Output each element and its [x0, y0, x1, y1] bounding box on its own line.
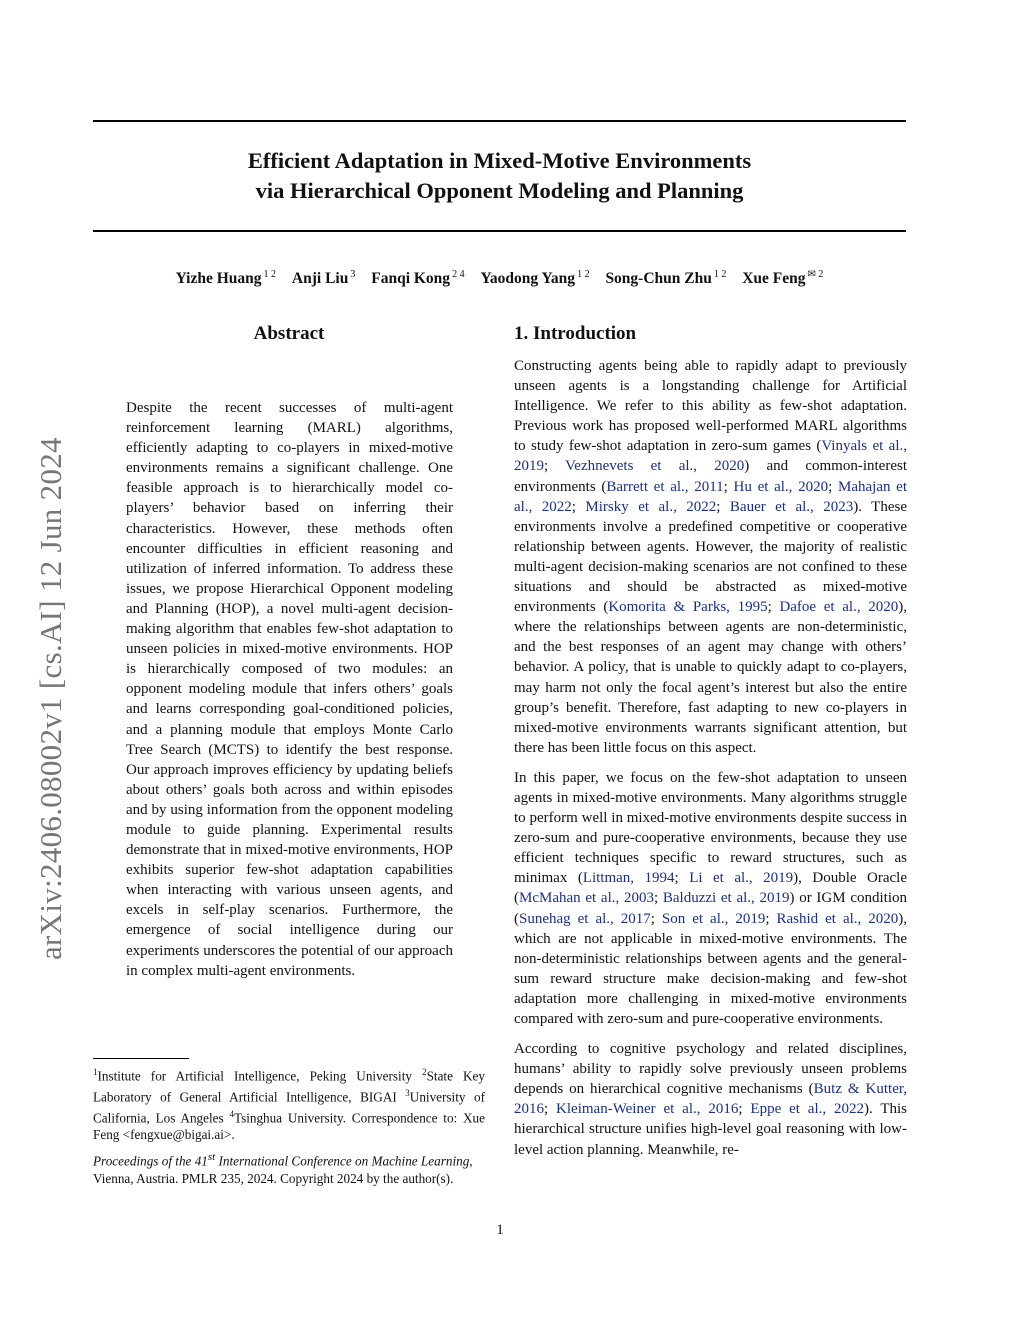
author [605, 270, 726, 287]
citation-link[interactable]: Barrett et al., 2011 [606, 478, 724, 495]
author-affiliation: 1 2 [263, 269, 277, 280]
paper-title-line-2: via Hierarchical Opponent Modeling and Planning [255, 178, 744, 203]
proceedings-copyright: , Vienna, Austria. PMLR 235, 2024. Copyright 2024 by the author(s). [93, 1153, 473, 1186]
paragraph-text: In this paper, we focus on the few-shot adaptation to unseen agents in mixed-motive environments. Many algorithms struggle to perform well in mixed-motive environments despite success in zero-sum and pure-cooperative environments, because they use efficient techniques specific to reward structures, such as minimax ( [514, 769, 907, 887]
citation-link[interactable]: Mahajan et al., 2022 [514, 478, 907, 515]
paragraph-text: ), Double Oracle ( [514, 870, 907, 907]
citation-link[interactable]: Vezhnevets et al., 2020 [565, 458, 745, 475]
citation-link[interactable]: Balduzzi et al., 2019 [662, 890, 790, 907]
abstract-heading: Abstract [253, 323, 325, 344]
citation-link[interactable]: Vinyals et al., 2019 [514, 438, 907, 475]
author [371, 270, 464, 287]
arxiv-stamp: arXiv:2406.08002v1 [cs.AI] 12 Jun 2024 [33, 437, 68, 960]
author-list [93, 264, 906, 290]
citation-separator: ; [828, 478, 838, 495]
paragraph-text: ), where the relationships between agents are non-deterministic, and the best responses of an agent may change with others’ behavior. A policy, that is unable to quickly adapt to co-players, may harm not only the focal agent’s interest but also the entire group’s benefit. Therefore, fast adapting to new co-players in mixed-motive environments warrants significant attention, but there has been little focus on this aspect. [514, 599, 907, 756]
footnote-text: Tsinghua University. Correspondence to: Xue Feng <fengxue@bigai.ai>. [93, 1109, 485, 1143]
citation-link[interactable]: Dafoe et al., 2020 [779, 599, 899, 616]
paper-title-line-1: Efficient Adaptation in Mixed-Motive Environments [247, 148, 752, 173]
citation-separator: ; [767, 599, 780, 616]
citation-separator: ; [716, 498, 730, 515]
introduction-body [514, 356, 907, 1170]
citation-separator: ; [544, 1101, 557, 1118]
author-affiliation: 1 2 [577, 269, 590, 280]
intro-paragraph-3 [514, 1039, 907, 1160]
citation-link[interactable]: Hu et al., 2020 [733, 478, 829, 495]
citation-link[interactable]: Komorita & Parks, 1995 [608, 599, 768, 616]
citation-link[interactable]: Mirsky et al., 2022 [585, 498, 717, 515]
author-name: Yizhe Huang [175, 270, 262, 287]
abstract-body: Despite the recent successes of multi-agent reinforcement learning (MARL) algorithms, efficiently adapting to co-players in mixed-motive environments remains a significant challenge. One feasible approach is to hierarchically model co-players’ behavior based on inferring their characteristics. However, these methods often encounter difficulties in efficient reasoning and utilization of inferred information. To address these issues, we propose Hierarchical Opponent modeling and Planning (HOP), a novel multi-agent decision-making algorithm that enables few-shot adaptation to unseen policies in mixed-motive environments. HOP is hierarchically composed of two modules: an opponent modeling module that infers others’ goals and learns corresponding goal-conditioned policies, and a planning module that employs Monte Carlo Tree Search (MCTS) to identify the best response. Our approach improves efficiency by updating beliefs about others’ goals both across and within episodes and by using information from the opponent modeling module to guide planning. Experimental results demonstrate that in mixed-motive environments, HOP exhibits superior few-shot adaptation capabilities when interacting with various unseen agents, and excels in self-play scenarios. Furthermore, the emergence of social intelligence during our experiments underscores the potential of our approach in complex multi-agent environments. [126, 400, 453, 979]
title-top-rule [93, 120, 906, 122]
paragraph-text: ), which are not applicable in mixed-motive environments. The non-deterministic relationships between agents and the general-sum reward structure make decision-making and few-shot adaptation more challenging in mixed-motive environments compared with zero-sum and pure-cooperative environments. [514, 910, 908, 1027]
paragraph-text: ). These environments involve a predefined competitive or cooperative relationship between agents. However, the majority of realistic multi-agent decision-making scenarios are not confined to these situations and should be abstracted as mixed-motive environments ( [514, 498, 907, 616]
paragraph-text: ). This hierarchical structure unifies high-level goal reasoning with low-level action planning. Meanwhile, re- [514, 1101, 908, 1158]
citation-link[interactable]: McMahan et al., 2003 [519, 890, 654, 907]
paragraph-text: ) or IGM condition ( [514, 890, 907, 927]
author [480, 270, 589, 287]
footnote-text: University of California, Los Angeles [93, 1089, 485, 1125]
ordinal-suffix: st [207, 1151, 216, 1163]
title-bottom-rule [93, 230, 906, 232]
proceedings-note [93, 1149, 485, 1187]
footnote-marker: 3 [405, 1087, 410, 1098]
citation-separator: ; [650, 910, 662, 927]
footnote-text: Institute for Artificial Intelligence, Peking University [97, 1068, 423, 1084]
author-name: Fanqi Kong [371, 270, 451, 287]
paragraph-text: Constructing agents being able to rapidly adapt to previously unseen agents is a longstanding challenge for Artificial Intelligence. We refer to this ability as few-shot adaptation. Previous work has proposed well-performed MARL algorithms to study few-shot adaptation in zero-sum games ( [514, 358, 907, 455]
intro-paragraph-2 [514, 768, 907, 1029]
author-affiliation: ✉ 2 [807, 269, 824, 280]
introduction-heading: 1. Introduction [514, 323, 637, 344]
footnote-text: State Key Laboratory of General Artificial Intelligence, BIGAI [93, 1068, 486, 1105]
intro-paragraph-1 [514, 356, 907, 758]
citation-separator: ; [738, 1101, 751, 1118]
author-affiliation: 1 2 [713, 269, 727, 280]
citation-link[interactable]: Li et al., 2019 [689, 870, 794, 887]
citation-link[interactable]: Eppe et al., 2022 [750, 1101, 864, 1118]
citation-separator: ; [544, 458, 566, 475]
footnote-marker: 4 [229, 1108, 234, 1119]
citation-separator: ; [674, 870, 690, 887]
footnote-marker: 1 [93, 1067, 98, 1077]
citation-link[interactable]: Littman, 1994 [582, 870, 675, 887]
page-number: 1 [496, 1222, 504, 1238]
citation-link[interactable]: Sunehag et al., 2017 [519, 910, 651, 927]
citation-separator: ; [653, 890, 663, 907]
citation-link[interactable]: Bauer et al., 2023 [729, 498, 854, 515]
citation-link[interactable]: Rashid et al., 2020 [776, 910, 899, 927]
proceedings-venue: Proceedings of the 41 [93, 1153, 208, 1169]
author-affiliation: 2 4 [452, 269, 465, 280]
affiliation-footnote [93, 1064, 485, 1144]
footnote-rule [93, 1058, 189, 1059]
author-name: Yaodong Yang [480, 270, 576, 287]
author-name: Xue Feng [742, 270, 806, 287]
citation-separator: ; [571, 498, 586, 515]
author [176, 270, 276, 287]
proceedings-venue: International Conference on Machine Learning [215, 1153, 470, 1169]
paragraph-text: ) and common-interest environments ( [514, 458, 907, 495]
author-name: Anji Liu [291, 270, 349, 287]
author [292, 270, 355, 287]
citation-link[interactable]: Son et al., 2019 [661, 910, 766, 927]
citation-link[interactable]: Butz & Kutter, 2016 [514, 1081, 908, 1118]
paragraph-text: According to cognitive psychology and related disciplines, humans’ ability to rapidly solve previously unseen problems depends on hierarchical cognitive mechanisms ( [514, 1041, 907, 1098]
citation-separator: ; [723, 478, 734, 495]
citation-link[interactable]: Kleiman-Weiner et al., 2016 [556, 1101, 739, 1118]
author [742, 270, 823, 287]
author-affiliation: 3 [350, 269, 356, 280]
citation-separator: ; [765, 910, 777, 927]
author-name: Song-Chun Zhu [605, 270, 712, 287]
footnote-marker: 2 [422, 1067, 427, 1077]
